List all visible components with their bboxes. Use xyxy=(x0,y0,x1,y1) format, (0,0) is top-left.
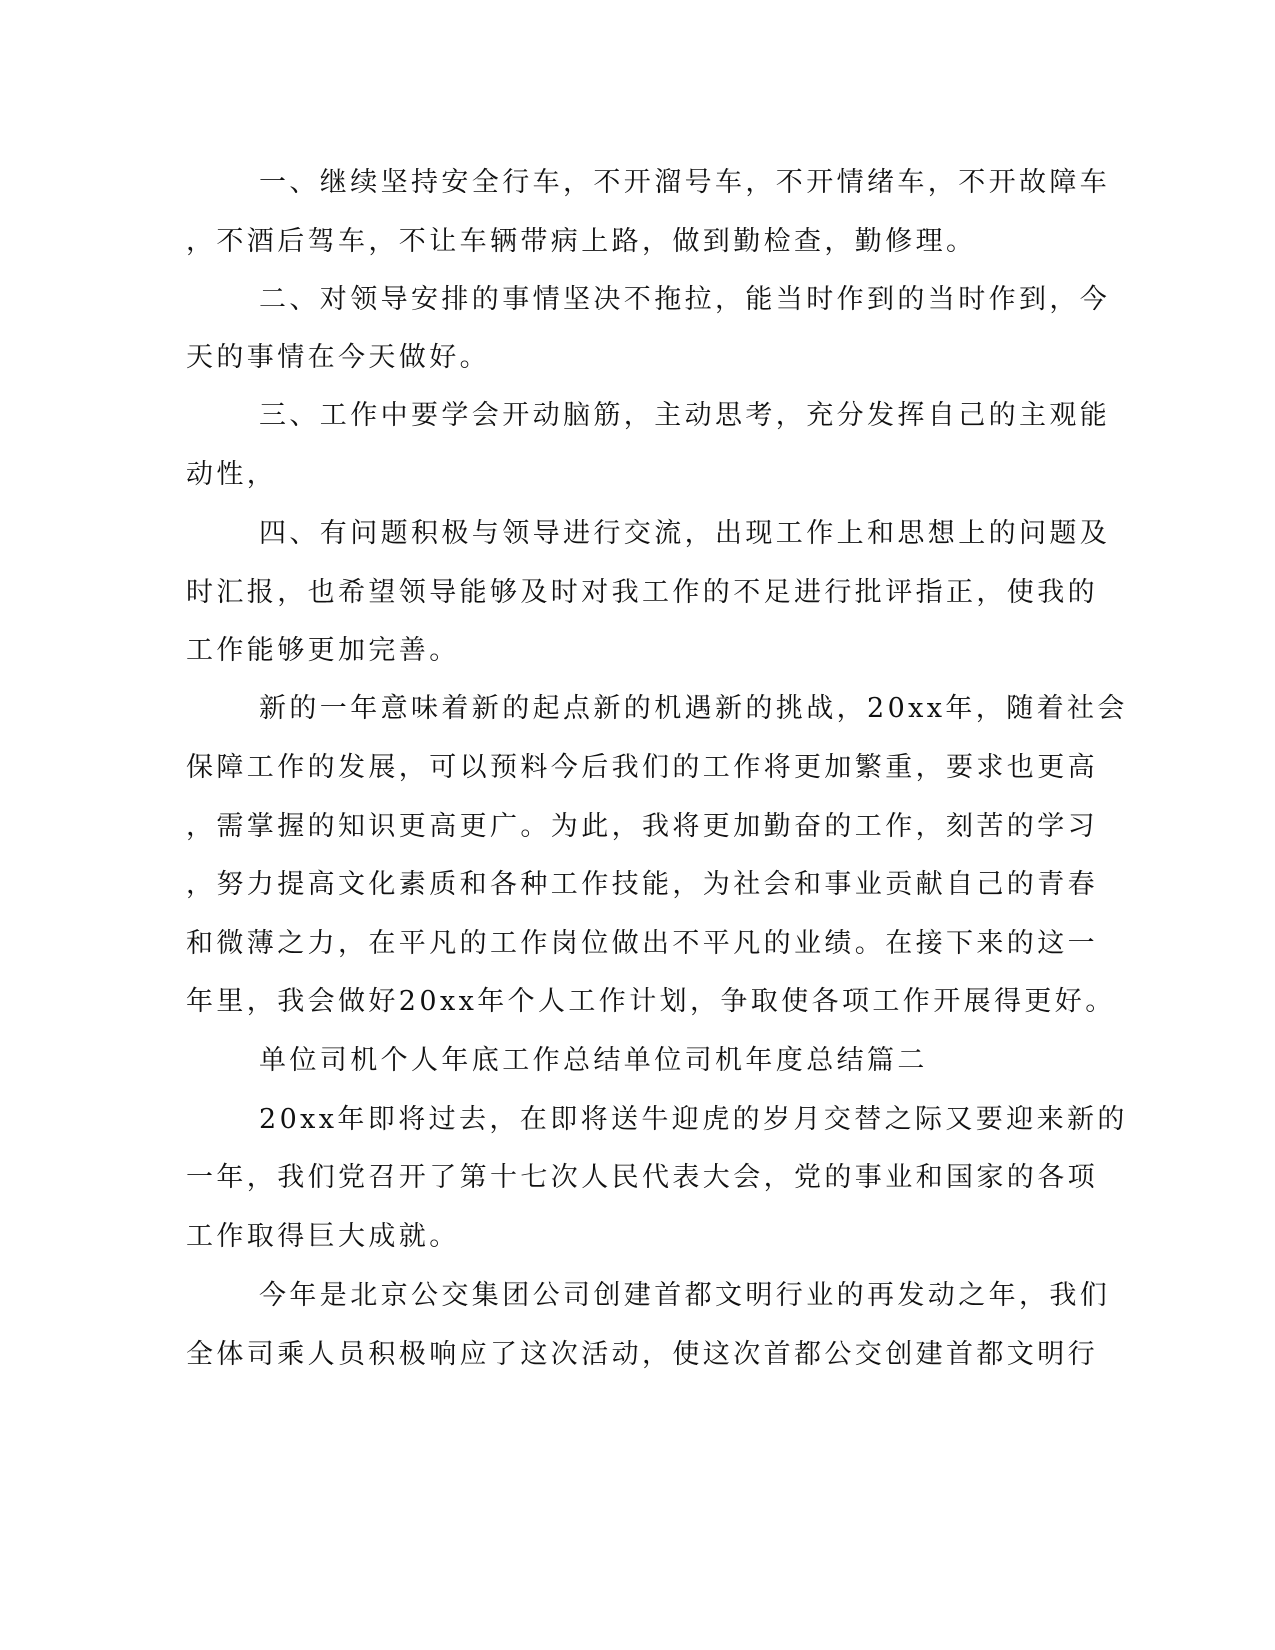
text-line: 三、工作中要学会开动脑筋，主动思考，充分发挥自己的主观能 xyxy=(259,400,1111,431)
text-line: 天的事情在今天做好。 xyxy=(186,342,490,373)
text-line: 保障工作的发展，可以预料今后我们的工作将更加繁重，要求也更高 xyxy=(186,752,1098,783)
text-line: ，不酒后驾车，不让车辆带病上路，做到勤检查，勤修理。 xyxy=(186,226,977,257)
text-line: 全体司乘人员积极响应了这次活动，使这次首都公交创建首都文明行 xyxy=(186,1339,1098,1370)
text-line: 一、继续坚持安全行车，不开溜号车，不开情绪车，不开故障车 xyxy=(259,167,1111,198)
text-line: 动性， xyxy=(186,459,278,490)
text-line: ，努力提高文化素质和各种工作技能，为社会和事业贡献自己的青春 xyxy=(186,869,1098,900)
text-line: 二、对领导安排的事情坚决不拖拉，能当时作到的当时作到，今 xyxy=(259,284,1111,315)
text-line: 今年是北京公交集团公司创建首都文明行业的再发动之年，我们 xyxy=(259,1280,1111,1311)
text-line: 四、有问题积极与领导进行交流，出现工作上和思想上的问题及 xyxy=(259,518,1111,549)
heading-line: 单位司机个人年底工作总结单位司机年度总结篇二 xyxy=(259,1045,928,1076)
text-line: ，需掌握的知识更高更广。为此，我将更加勤奋的工作，刻苦的学习 xyxy=(186,811,1098,842)
text-line: 工作能够更加完善。 xyxy=(186,635,460,666)
text-line: 和微薄之力，在平凡的工作岗位做出不平凡的业绩。在接下来的这一 xyxy=(186,928,1098,959)
text-line: 一年，我们党召开了第十七次人民代表大会，党的事业和国家的各项 xyxy=(186,1162,1098,1193)
text-line: 年里，我会做好20xx年个人工作计划，争取使各项工作开展得更好。 xyxy=(186,986,1116,1017)
text-line: 20xx年即将过去，在即将送牛迎虎的岁月交替之际又要迎来新的 xyxy=(259,1104,1128,1135)
text-line: 工作取得巨大成就。 xyxy=(186,1221,460,1252)
text-line: 时汇报，也希望领导能够及时对我工作的不足进行批评指正，使我的 xyxy=(186,577,1098,608)
text-line: 新的一年意味着新的起点新的机遇新的挑战，20xx年，随着社会 xyxy=(259,693,1128,724)
